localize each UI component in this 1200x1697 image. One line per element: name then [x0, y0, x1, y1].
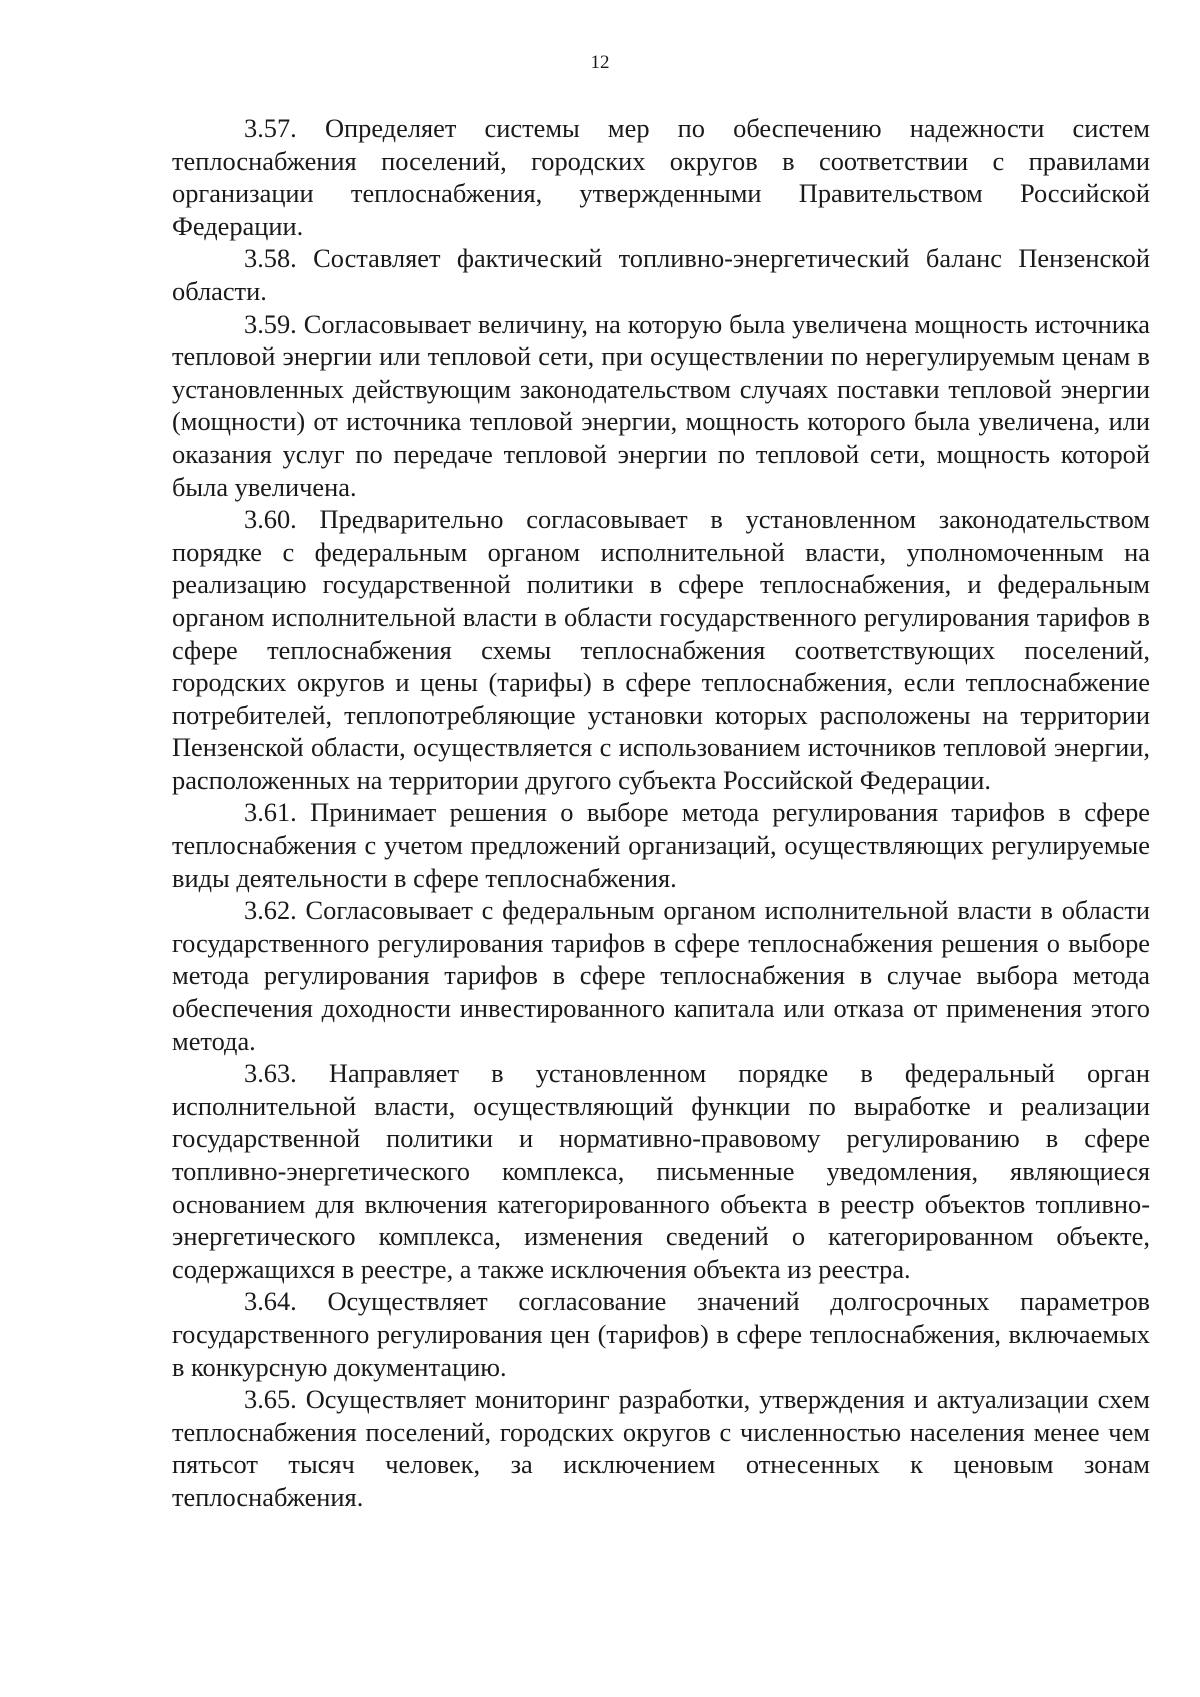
paragraph-3-57	[172, 112, 1150, 242]
paragraph-3-64	[172, 1285, 1150, 1383]
paragraph-number: 3.60.	[244, 504, 297, 535]
paragraph-text: Составляет фактический топливно-энергетический баланс Пензенской области.	[172, 243, 1150, 306]
paragraph-text: Осуществляет согласование значений долгосрочных параметров государственного регулирования цен (тарифов) в сфере теплоснабжения, включаемых в конкурсную документацию.	[172, 1286, 1150, 1382]
paragraph-number: 3.58.	[244, 243, 297, 274]
paragraph-3-63	[172, 1057, 1150, 1285]
paragraph-3-60	[172, 503, 1150, 796]
paragraph-text: Предварительно согласовывает в установленном законодательством порядке с федеральным органом исполнительной власти, уполномоченным на реализацию государственной политики в сфере теплоснабжения, и федеральным органом исполнительной власти в области государственного регулирования тарифов в сфере теплоснабжения схемы теплоснабжения соответствующих поселений, городских округов и цены (тарифы) в сфере теплоснабжения, если теплоснабжение потребителей, теплопотребляющие установки которых расположены на территории Пензенской области, осуществляется с использованием источников тепловой энергии, расположенных на территории другого субъекта Российской Федерации.	[172, 504, 1150, 795]
paragraph-number: 3.65.	[244, 1384, 297, 1415]
paragraph-3-62	[172, 894, 1150, 1057]
paragraph-number: 3.63.	[244, 1058, 297, 1089]
paragraph-3-65	[172, 1383, 1150, 1513]
paragraph-number: 3.61.	[244, 797, 297, 828]
paragraph-3-58	[172, 242, 1150, 307]
paragraph-number: 3.64.	[244, 1286, 297, 1317]
page-number: 12	[590, 52, 610, 73]
paragraph-text: Согласовывает величину, на которую была увеличена мощность источника тепловой энергии или тепловой сети, при осуществлении по нерегулируемым ценам в установленных действующим законодательством случаях поставки тепловой энергии (мощности) от источника тепловой энергии, мощность которого была увеличена, или оказания услуг по передаче тепловой энергии по тепловой сети, мощность которой была увеличена.	[172, 308, 1150, 502]
paragraph-text: Согласовывает с федеральным органом исполнительной власти в области государственного регулирования тарифов в сфере теплоснабжения решения о выборе метода регулирования тарифов в сфере теплоснабжения в случае выбора метода обеспечения доходности инвестированного капитала или отказа от применения этого метода.	[172, 895, 1150, 1056]
paragraph-number: 3.59.	[244, 308, 297, 339]
document-body	[172, 112, 1150, 1514]
paragraph-text: Принимает решения о выборе метода регулирования тарифов в сфере теплоснабжения с учетом предложений организаций, осуществляющих регулируемые виды деятельности в сфере теплоснабжения.	[172, 797, 1150, 893]
paragraph-3-59	[172, 308, 1150, 504]
paragraph-text: Определяет системы мер по обеспечению надежности систем теплоснабжения поселений, городских округов в соответствии с правилами организации теплоснабжения, утвержденными Правительством Российской Федерации.	[172, 113, 1150, 241]
paragraph-text: Направляет в установленном порядке в федеральный орган исполнительной власти, осуществляющий функции по выработке и реализации государственной политики и нормативно-правовому регулированию в сфере топливно-энергетического комплекса, письменные уведомления, являющиеся основанием для включения категорированного объекта в реестр объектов топливно-энергетического комплекса, изменения сведений о категорированном объекте, содержащихся в реестре, а также исключения объекта из реестра.	[172, 1058, 1150, 1284]
paragraph-number: 3.62.	[244, 895, 297, 926]
paragraph-text: Осуществляет мониторинг разработки, утверждения и актуализации схем теплоснабжения поселений, городских округов с численностью населения менее чем пятьсот тысяч человек, за исключением отнесенных к ценовым зонам теплоснабжения.	[172, 1384, 1150, 1512]
paragraph-3-61	[172, 796, 1150, 894]
paragraph-number: 3.57.	[244, 113, 297, 143]
